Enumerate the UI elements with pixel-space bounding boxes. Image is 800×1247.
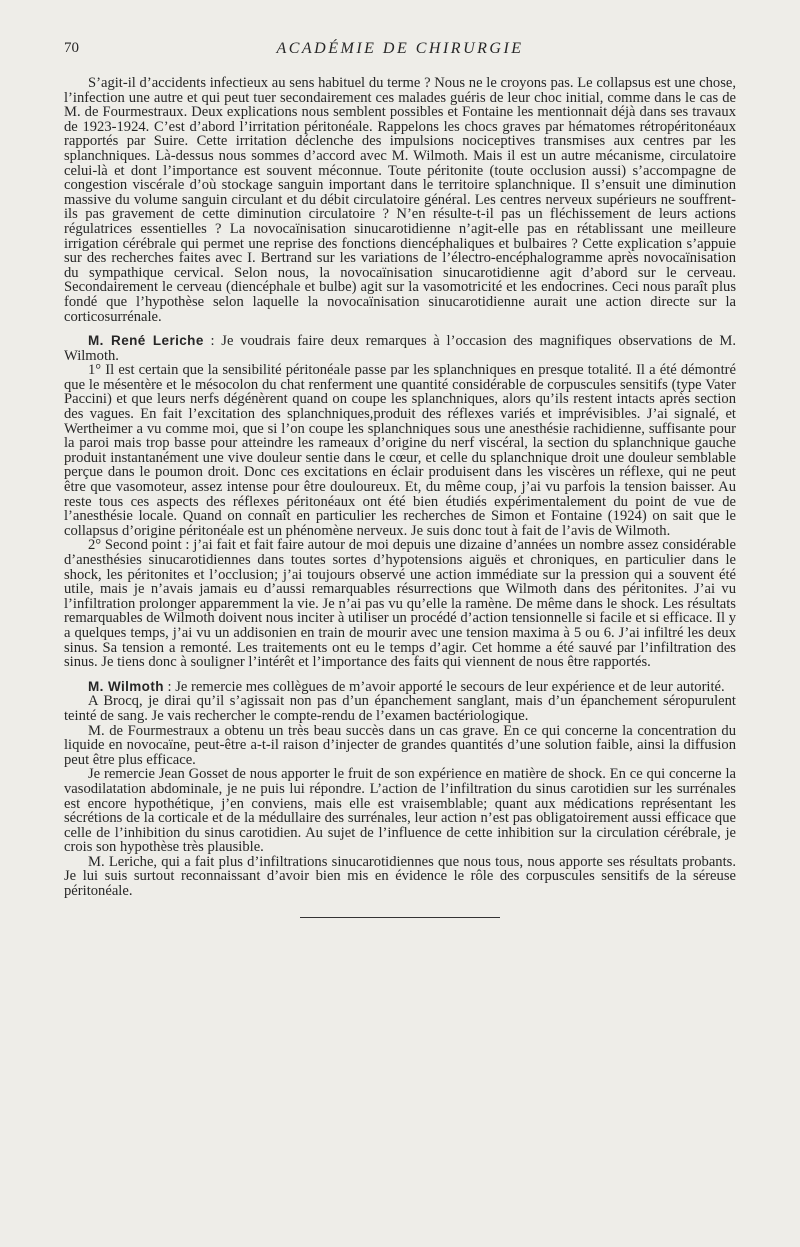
speaker-name: M. Wilmoth <box>88 678 164 694</box>
paragraph-text: : Je remercie mes collègues de m’avoir apporté le secours de leur expérience et de leur autorité. <box>163 678 725 695</box>
paragraph: M. Leriche, qui a fait plus d’infiltrations sinucarotidiennes que nous tous, nous apporte ses résultats probants. Je lui suis surtout reconnaissant d’avoir bien mis en évidence le rôle des corpuscules sensitifs de la séreuse péritonéale. <box>64 853 736 900</box>
paragraph: S’agit-il d’accidents infectieux au sens habituel du terme ? Nous ne le croyons pas. Le collapsus est une chose, l’infection une autre et qui peut tuer secondairement ces malades guéris de leur choc initial, comme dans le cas de M. de Fourmestraux. Deux explications nous semblent possibles et Fontaine les mentionnait déjà dans ses travaux de 1923-1924. C’est d’abord l’irritation péritonéale. Rappelons les chocs graves par hématomes rétropéritonéaux rapportés par Suire. Cette irritation déclenche des impulsions nociceptives transmises aux centres par les splanchniques. Là-dessus nous sommes d’accord avec M. Wilmoth. Mais il est un autre mécanisme, circulatoire celui-là et dont l’importance est souvent méconnue. Toute péritonite (toute occlusion aussi) s’accompagne de congestion viscérale d’où stockage sanguin important dans le territoire splanchnique. Il s’ensuit une diminution massive du volume sanguin circulant et du débit circulatoire général. Les centres nerveux supérieurs ne souffrent-ils pas gravement de cette diminution circulatoire ? N’en résulte-t-il pas un fléchissement de leurs actions régulatrices essentielles ? La novocaïnisation sinucarotidienne n’agit-elle pas en rétablissant une meilleure irrigation cérébrale qui permet une reprise des fonctions diencéphaliques et bulbaires ? Cette explication s’appuie sur des recherches faites avec I. Bertrand sur les variations de l’électro-encéphalogramme après novocaïnisation du sympathique cervical. Selon nous, la novocaïnisation sinucarotidienne agit d’abord sur le cerveau. Secondairement le cerveau (diencéphale et bulbe) agit sur la vasomotricité et les endocrines. Ceci nous paraît plus fondé que l’hypothèse selon laquelle la novocaïnisation sinucarotidienne aurait une action directe sur la corticosurrénale. <box>64 75 736 325</box>
paragraph: Je remercie Jean Gosset de nous apporter le fruit de son expérience en matière de shock. En ce qui concerne la vasodilatation abdominale, je ne puis lui répondre. L’action de l’infiltration du sinus carotidien sur les surrénales est encore hypothétique, j’en conviens, mais elle est vraisemblable; quant aux médications représentant les sécrétions de la corticale et de la médullaire des surrénales, leur action n’est pas obligatoirement aussi efficace que celle de l’inhibition du sinus carotidien. Au sujet de l’influence de cette inhibition sur la circulation cérébrale, je crois son hypothèse très plausible. <box>64 766 736 856</box>
paragraph-wilmoth-intro <box>64 680 736 695</box>
section-end-rule <box>300 917 500 918</box>
paragraph: M. de Fourmestraux a obtenu un très beau succès dans un cas grave. En ce qui concerne la concentration du liquide en novocaïne, peut-être a-t-il raison d’injecter de grandes quantités d’une solution faible, ainsi la diffusion peut être plus efficace. <box>64 722 736 768</box>
page-header <box>64 40 736 66</box>
paragraph-leriche-intro <box>64 334 736 363</box>
paragraph: 2° Second point : j’ai fait et fait faire autour de moi depuis une dizaine d’années un nombre assez considérable d’anesthésies sinucarotidiennes dans toutes sortes d’hypotensions aiguës et chroniques, en particulier dans le shock, les péritonites et l’occlusion; j’ai toujours observé une action immédiate sur la pression qui a souvent été utile, mais je n’avais jamais eu d’aussi remarquables résurrections que Wilmoth dans des péritonites. J’ai vu l’infiltration prolonger apparemment la vie. Je n’ai pas vu qu’elle la ramène. De même dans le shock. Les résultats remarquables de Wilmoth doivent nous inciter à utiliser un procédé d’action tensionnelle si facile et si efficace. Il y a quelques temps, j’ai vu un addisonien en train de mourir avec une tension maxima à 5 ou 6. J’ai infiltré les deux sinus. Sa tension a remonté. Les traitements ont eu le temps d’agir. Cet homme a été sauvé par l’infiltration des sinus. Je tiens donc à souligner l’intérêt et l’importance des faits qui viennent de nous être rapportés. <box>64 537 736 671</box>
speaker-name: M. René Leriche <box>88 333 204 349</box>
body-text <box>64 76 736 899</box>
page-number: 70 <box>64 40 79 56</box>
running-head: ACADÉMIE DE CHIRURGIE <box>276 40 524 57</box>
paragraph-text: : Je voudrais faire deux remarques à l’occasion des magnifiques observations de M. Wilmoth. <box>64 333 737 364</box>
paragraph: 1° Il est certain que la sensibilité péritonéale passe par les splanchniques en presque totalité. Il a été démontré que le mésentère et le mésocolon du chat renferment une quantité considérable de corpuscules sensitifs (type Vater Paccini) et que leurs nerfs dégénèrent quand on coupe les splanchniques, alors qu’ils restent intacts après section des vagues. En fait l’excitation des splanchniques,produit des réflexes variés et imprévisibles. J’ai signalé, et Wertheimer a vu comme moi, que si l’on coupe les splanchniques sous une anesthésie rachidienne, suffisante pour la paroi mais trop basse pour atteindre les rameaux d’origine du nerf viscéral, la section du splanchnique gauche produit instantanément une vive douleur sentie dans le cœur, et celle du splanchnique droit une douleur semblable perçue dans le poumon droit. Donc ces excitations en éclair produisent dans les viscères un réflexe, qui ne peut être que vasomoteur, assez intense pour être douloureux. Et, du même coup, j’ai vu parfois la tension baisser. Au reste tous ces aspects des réflexes péritonéaux ont été bien étudiés expérimentalement du point de vue de l’anesthésie locale. Quand on connaît en particulier les recherches de Simon et Fontaine (1924) on sait que le collapsus d’origine péritonéale est un phénomène nerveux. Je suis donc tout à fait de l’avis de Wilmoth. <box>64 362 736 539</box>
paragraph: A Brocq, je dirai qu’il s’agissait non pas d’un épanchement sanglant, mais d’un épanchement séropurulent teinté de sang. Je vais rechercher le compte-rendu de l’examen bactériologique. <box>64 693 736 724</box>
